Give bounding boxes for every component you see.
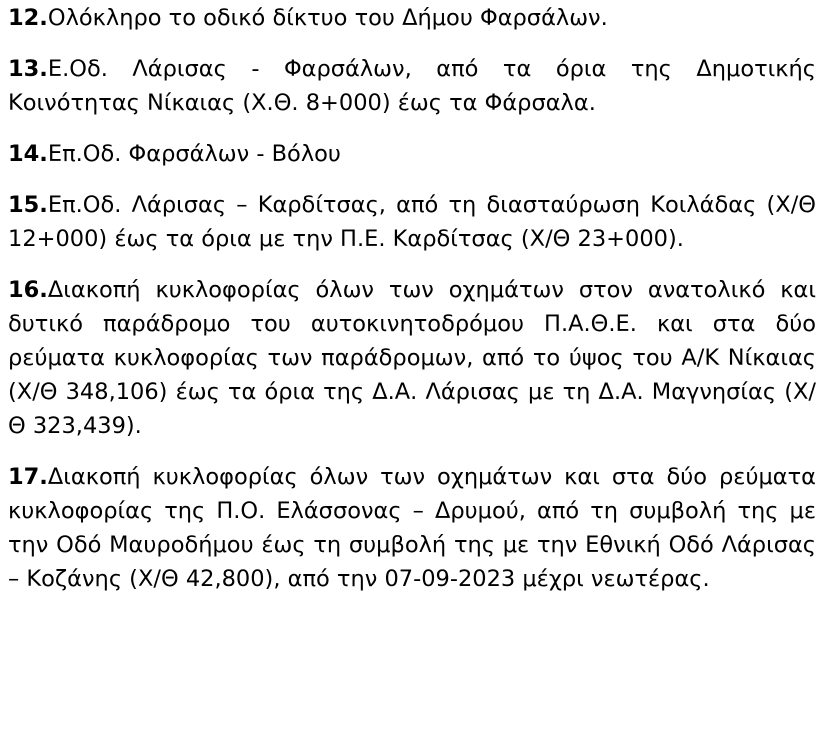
list-item-14 (8, 137, 816, 171)
item-number: 16. (8, 277, 48, 303)
list-item-13 (8, 52, 816, 120)
list-item-17 (8, 460, 816, 596)
item-number: 13. (8, 56, 48, 82)
item-number: 15. (8, 192, 48, 218)
item-text: Επ.Οδ. Φαρσάλων - Βόλου (47, 141, 341, 167)
document-body (8, 0, 816, 613)
item-number: 12. (8, 5, 48, 31)
item-number: 14. (8, 141, 48, 167)
item-text: Διακοπή κυκλοφορίας όλων των οχημάτων και στα δύο ρεύματα κυκλοφορίας της Π.Ο. Ελάσσονας – Δρυμού, από τη συμβολή της με την Οδό Μαυροδήμου έως τη συμβολή της με την Εθνική Οδό Λάρισας – Κοζάνης (Χ/Θ 42,800), από την 07-09-2023 μέχρι νεωτέρας. (8, 464, 816, 592)
list-item-12 (8, 1, 816, 35)
list-item-16 (8, 273, 816, 443)
item-text: Ε.Οδ. Λάρισας - Φαρσάλων, από τα όρια της Δημοτικής Κοινότητας Νίκαιας (Χ.Θ. 8+000) έως τα Φάρσαλα. (8, 56, 816, 116)
list-item-15 (8, 188, 816, 256)
item-number: 17. (8, 464, 48, 490)
item-text: Διακοπή κυκλοφορίας όλων των οχημάτων στον ανατολικό και δυτικό παράδρομο του αυτοκινητοδρόμου Π.Α.Θ.Ε. και στα δύο ρεύματα κυκλοφορίας των παράδρομων, από το ύψος του Α/Κ Νίκαιας (Χ/Θ 348,106) έως τα όρια της Δ.Α. Λάρισας με τη Δ.Α. Μαγνησίας (Χ/Θ 323,439). (8, 277, 816, 439)
item-text: Επ.Οδ. Λάρισας – Καρδίτσας, από τη διασταύρωση Κοιλάδας (Χ/Θ 12+000) έως τα όρια με την Π.Ε. Καρδίτσας (Χ/Θ 23+000). (8, 192, 816, 252)
item-text: Ολόκληρο το οδικό δίκτυο του Δήμου Φαρσάλων. (47, 5, 608, 31)
